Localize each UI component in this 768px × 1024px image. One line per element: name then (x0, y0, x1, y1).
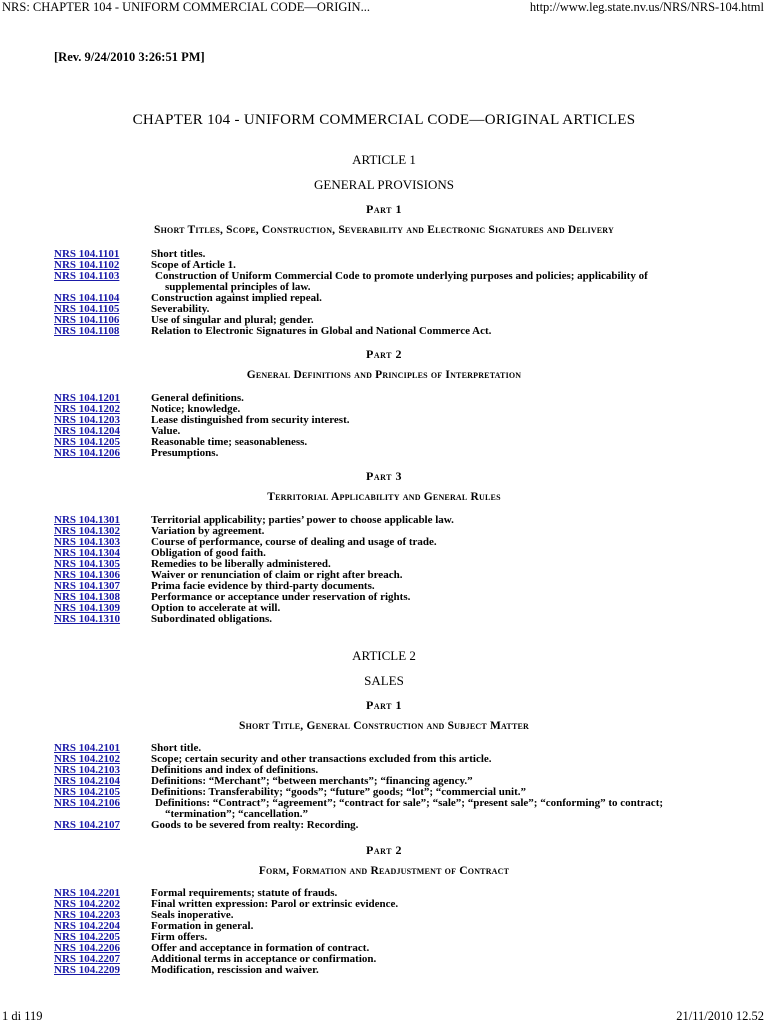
section-link[interactable]: NRS 104.1101 (54, 248, 120, 260)
section-description-text: Definitions and index of definitions. (151, 764, 319, 776)
section-description-text: Territorial applicability; parties’ power to choose applicable law. (151, 514, 454, 526)
print-footer-page: 1 di 119 (2, 1009, 43, 1023)
section-link[interactable]: NRS 104.1204 (54, 425, 121, 437)
section-link[interactable]: NRS 104.2101 (54, 742, 121, 754)
section-description-text: Performance or acceptance under reservation of rights. (151, 591, 411, 603)
section-link[interactable]: NRS 104.1205 (54, 436, 121, 448)
article-1-part-1-list (54, 249, 716, 337)
section-description-text: Option to accelerate at will. (151, 602, 281, 614)
section-link[interactable]: NRS 104.2206 (54, 942, 121, 954)
section-link[interactable]: NRS 104.2203 (54, 909, 121, 921)
article-2-part-1-list (54, 743, 716, 831)
section-link[interactable]: NRS 104.1202 (54, 403, 121, 415)
section-description-text: Prima facie evidence by third-party documents. (151, 580, 375, 592)
section-description-text: Severability. (151, 303, 210, 315)
section-description-text: Formation in general. (151, 920, 254, 932)
section-entry (54, 965, 716, 976)
section-description-text: Subordinated obligations. (151, 613, 273, 625)
section-description (151, 820, 716, 831)
section-link[interactable]: NRS 104.2104 (54, 775, 121, 787)
section-description-text: Presumptions. (151, 447, 219, 459)
section-link[interactable]: NRS 104.1206 (54, 447, 121, 459)
section-description-text: Firm offers. (151, 931, 208, 943)
article-2-part-2-label: Part 2 (366, 843, 402, 857)
section-description-text: Remedies to be liberally administered. (151, 558, 331, 570)
chapter-title: CHAPTER 104 - UNIFORM COMMERCIAL CODE—ORIGINAL ARTICLES (132, 112, 636, 128)
section-description-text: General definitions. (151, 392, 244, 404)
section-link[interactable]: NRS 104.1105 (54, 303, 120, 315)
section-description-text: Modification, rescission and waiver. (151, 964, 319, 976)
section-link[interactable]: NRS 104.2102 (54, 753, 121, 765)
section-description-text: Additional terms in acceptance or confirmation. (151, 953, 377, 965)
section-description (151, 899, 716, 910)
section-description-text: Scope of Article 1. (151, 259, 236, 271)
article-1-part-2-list (54, 393, 716, 459)
section-link[interactable]: NRS 104.1201 (54, 392, 121, 404)
section-description-text: Seals inoperative. (151, 909, 234, 921)
section-description-text: Value. (151, 425, 181, 437)
article-1-part-2-label: Part 2 (366, 347, 402, 361)
section-description-text: Construction of Uniform Commercial Code to promote underlying purposes and policies; applicability of (155, 270, 648, 282)
article-1-part-2-heading: General Definitions and Principles of Interpretation (246, 369, 522, 381)
article-2-part-2-list (54, 888, 716, 976)
section-description (151, 921, 716, 932)
section-description (151, 293, 716, 304)
section-link[interactable]: NRS 104.2107 (54, 819, 121, 831)
section-link[interactable]: NRS 104.1305 (54, 558, 121, 570)
section-description-text: Short title. (151, 742, 202, 754)
section-description-text: Waiver or renunciation of claim or right after breach. (151, 569, 403, 581)
section-link[interactable]: NRS 104.2204 (54, 920, 121, 932)
section-description-text: Definitions: Transferability; “goods”; “future” goods; “lot”; “commercial unit.” (151, 786, 526, 798)
section-link[interactable]: NRS 104.2209 (54, 964, 121, 976)
section-description-text: Definitions: “Merchant”; “between merchants”; “financing agency.” (151, 775, 473, 787)
revision-date: [Rev. 9/24/2010 3:26:51 PM] (54, 50, 205, 64)
section-entry (54, 614, 716, 625)
section-link[interactable]: NRS 104.1106 (54, 314, 120, 326)
section-description (151, 437, 716, 448)
section-entry (54, 326, 716, 337)
section-description (151, 271, 716, 293)
section-description-text: Definitions: “Contract”; “agreement”; “contract for sale”; “sale”; “present sale”; “conforming” to contract; (155, 797, 664, 809)
section-link[interactable]: NRS 104.1301 (54, 514, 121, 526)
section-description-text: Formal requirements; statute of frauds. (151, 887, 338, 899)
section-link[interactable]: NRS 104.2106 (54, 797, 121, 809)
section-description-text: Use of singular and plural; gender. (151, 314, 314, 326)
article-2-label: ARTICLE 2 (352, 648, 416, 663)
article-1-part-1-label: Part 1 (366, 202, 402, 216)
section-link[interactable]: NRS 104.1306 (54, 569, 121, 581)
article-2-part-1-label: Part 1 (366, 698, 402, 712)
section-link[interactable]: NRS 104.1203 (54, 414, 121, 426)
section-description (151, 614, 716, 625)
section-description-text: Goods to be severed from realty: Recording. (151, 819, 359, 831)
section-description-text: Obligation of good faith. (151, 547, 266, 559)
section-link[interactable]: NRS 104.1304 (54, 547, 121, 559)
section-link[interactable]: NRS 104.2201 (54, 887, 121, 899)
section-link[interactable]: NRS 104.2105 (54, 786, 121, 798)
section-description-text: Final written expression: Parol or extrinsic evidence. (151, 898, 399, 910)
section-description-text: Scope; certain security and other transactions excluded from this article. (151, 753, 492, 765)
section-description-text: Notice; knowledge. (151, 403, 241, 415)
section-link[interactable]: NRS 104.1108 (54, 325, 120, 337)
article-1-part-3-label: Part 3 (366, 469, 402, 483)
article-1-part-3-heading: Territorial Applicability and General Rules (267, 491, 501, 503)
section-link[interactable]: NRS 104.2103 (54, 764, 121, 776)
section-entry (54, 820, 716, 831)
section-description (151, 965, 716, 976)
article-1-name: GENERAL PROVISIONS (314, 177, 454, 192)
section-link[interactable]: NRS 104.1308 (54, 591, 121, 603)
section-entry (54, 798, 716, 820)
print-header-title: NRS: CHAPTER 104 - UNIFORM COMMERCIAL CODE—ORIGIN... (2, 0, 370, 14)
section-description (151, 326, 716, 337)
section-description-continuation: “termination”; “cancellation.” (165, 808, 308, 820)
section-link[interactable]: NRS 104.2202 (54, 898, 121, 910)
section-description-text: Short titles. (151, 248, 206, 260)
article-2-part-1-heading: Short Title, General Construction and Subject Matter (238, 720, 530, 732)
section-link[interactable]: NRS 104.1309 (54, 602, 121, 614)
section-description (151, 415, 716, 426)
section-link[interactable]: NRS 104.1303 (54, 536, 121, 548)
article-2-part-2-heading: Form, Formation and Readjustment of Contract (258, 865, 510, 877)
section-description-text: Construction against implied repeal. (151, 292, 322, 304)
article-2-name: SALES (364, 673, 404, 688)
article-1-part-3-list (54, 515, 716, 625)
section-link[interactable]: NRS 104.1102 (54, 259, 120, 271)
section-description-text: Reasonable time; seasonableness. (151, 436, 308, 448)
section-description-continuation: supplemental principles of law. (165, 281, 311, 293)
section-description (151, 798, 716, 820)
article-1-part-1-heading: Short Titles, Scope, Construction, Severability and Electronic Signatures and Delivery (154, 224, 614, 236)
section-description-text: Course of performance, course of dealing and usage of trade. (151, 536, 437, 548)
print-footer-datetime: 21/11/2010 12.52 (676, 1009, 764, 1023)
section-description-text: Variation by agreement. (151, 525, 265, 537)
print-header-url: http://www.leg.state.nv.us/NRS/NRS-104.html (529, 0, 764, 14)
section-entry (54, 271, 716, 293)
section-link[interactable]: NRS 104.1307 (54, 580, 121, 592)
section-entry (54, 448, 716, 459)
section-link[interactable]: NRS 104.2205 (54, 931, 121, 943)
article-1-label: ARTICLE 1 (352, 152, 416, 167)
section-link[interactable]: NRS 104.1103 (54, 270, 120, 282)
section-description (151, 448, 716, 459)
section-link[interactable]: NRS 104.2207 (54, 953, 121, 965)
section-link[interactable]: NRS 104.1310 (54, 613, 121, 625)
section-description-text: Lease distinguished from security interest. (151, 414, 350, 426)
section-description-text: Relation to Electronic Signatures in Global and National Commerce Act. (151, 325, 492, 337)
section-description-text: Offer and acceptance in formation of contract. (151, 942, 370, 954)
section-link[interactable]: NRS 104.1104 (54, 292, 120, 304)
section-link[interactable]: NRS 104.1302 (54, 525, 121, 537)
